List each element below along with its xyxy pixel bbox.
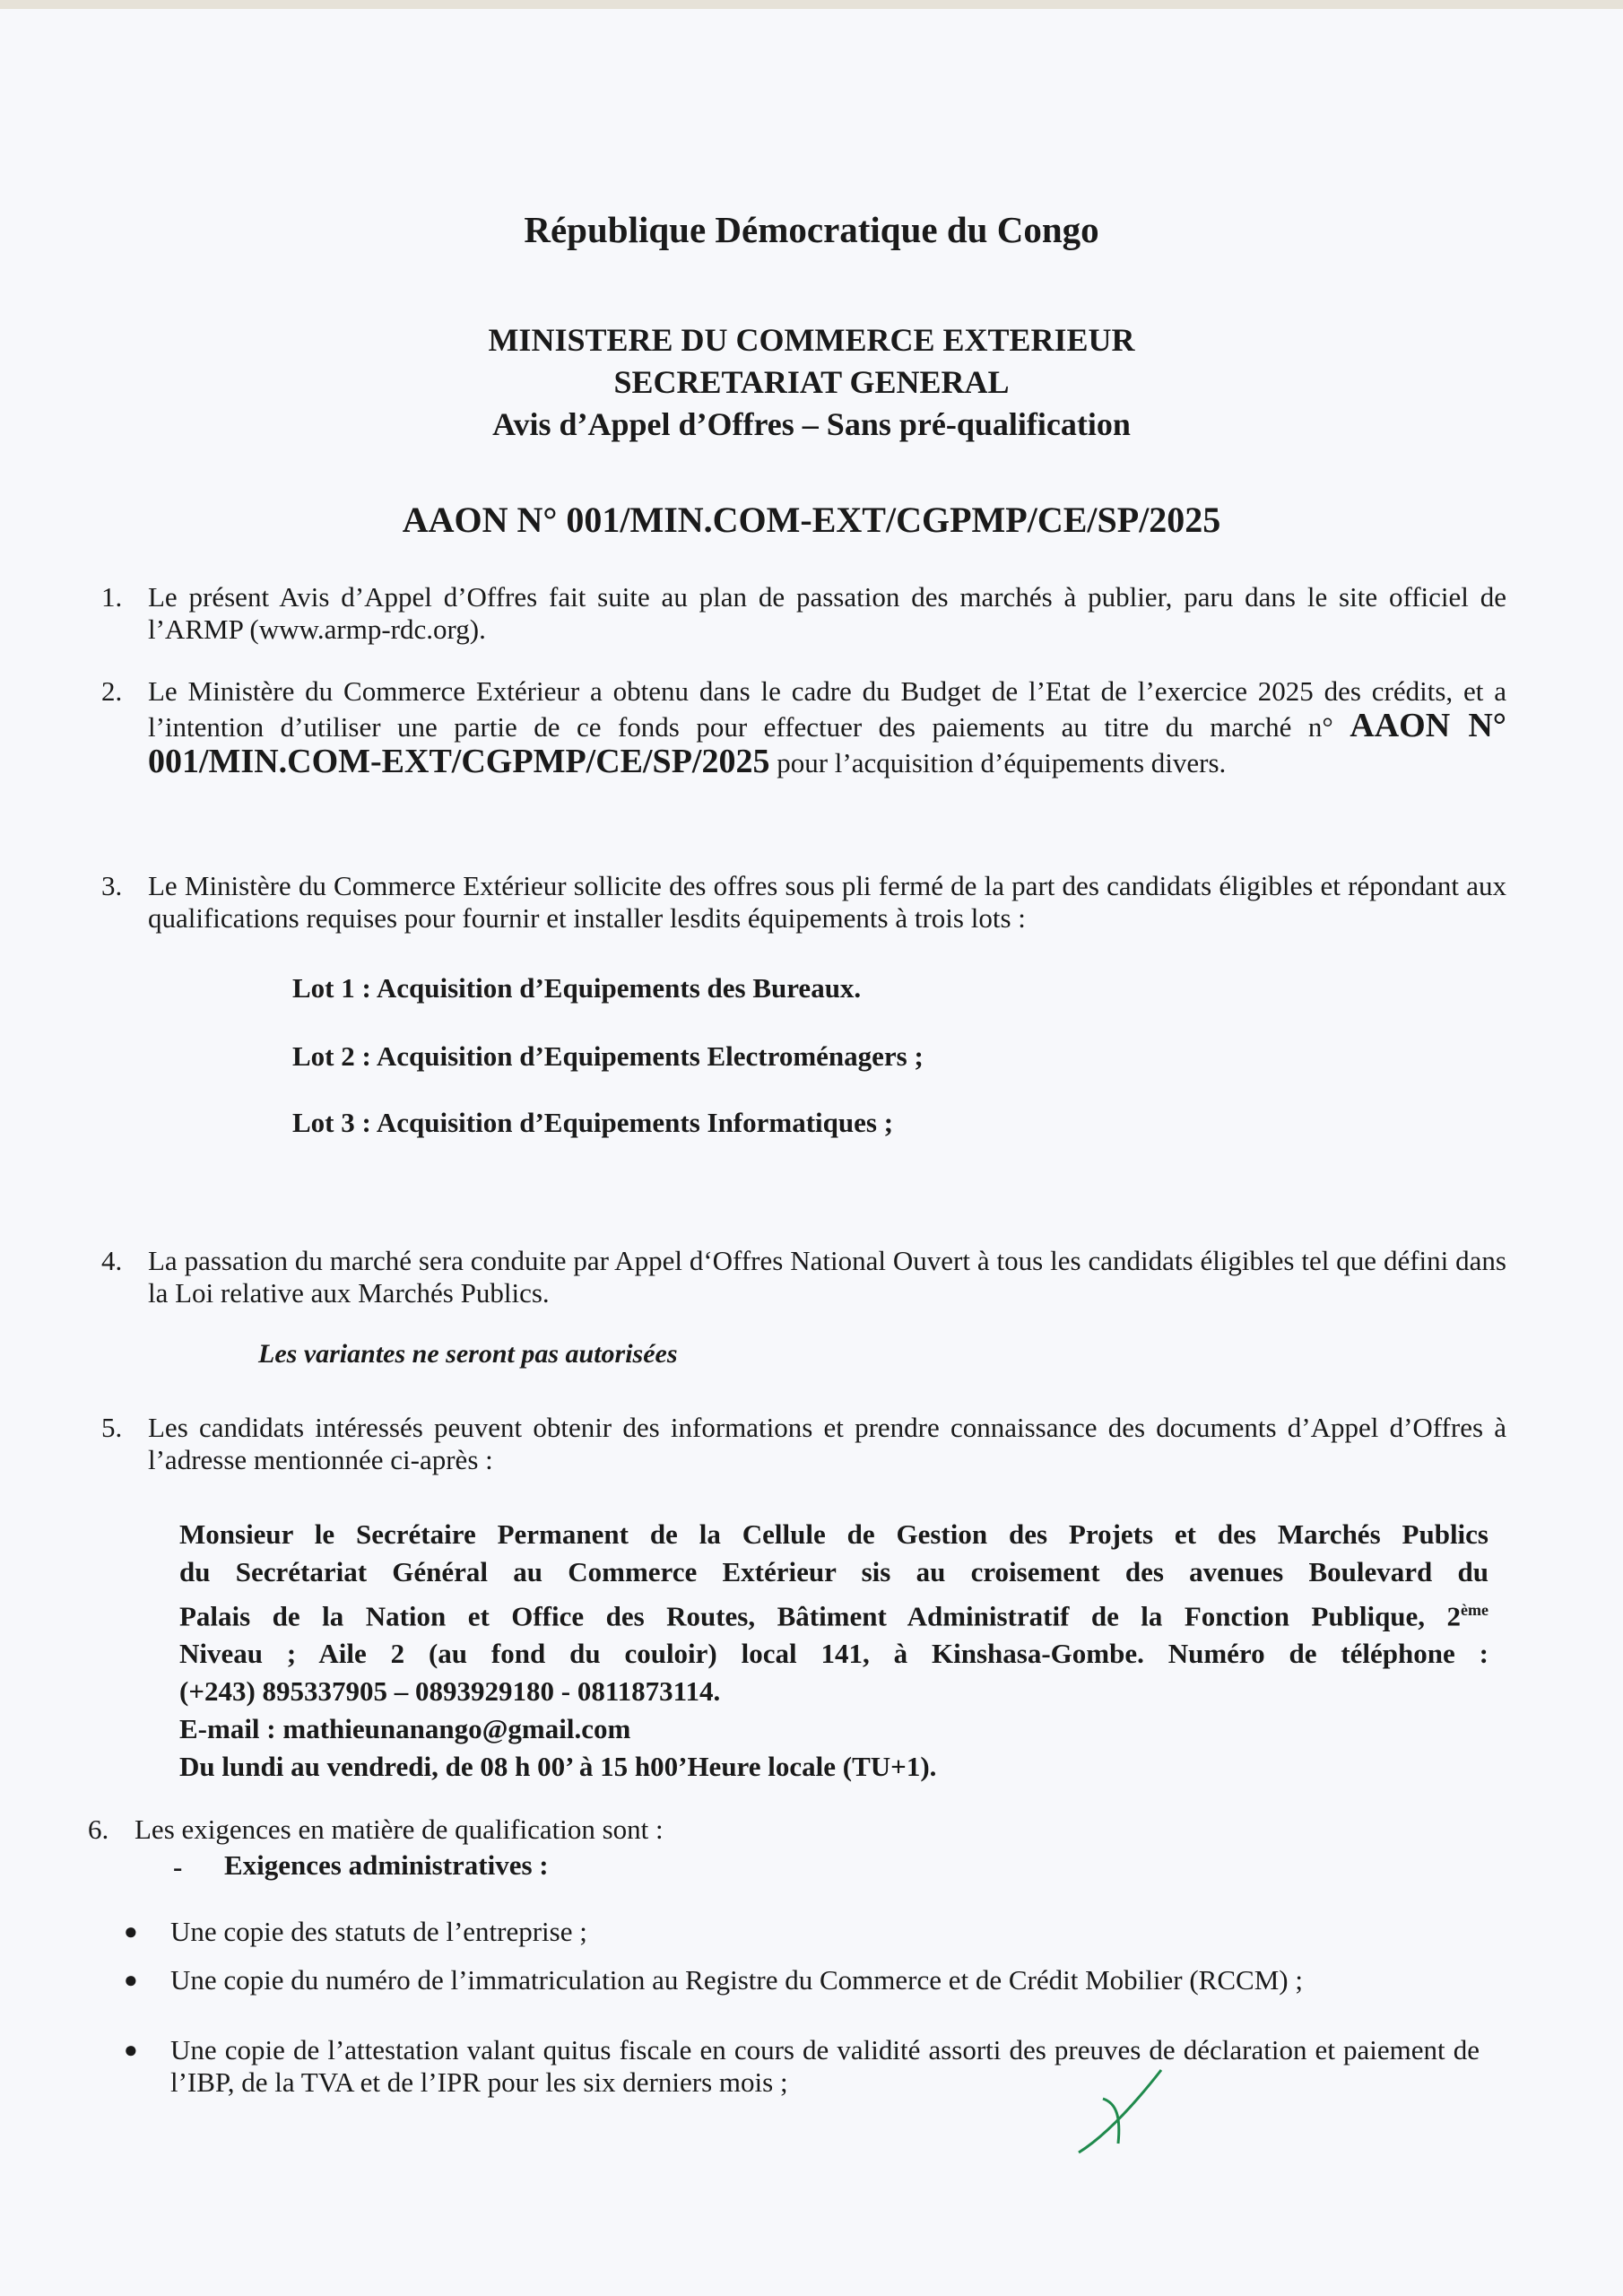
paragraph-1 [101,581,1506,646]
address-text: Palais de la Nation et Office des Routes, Bâtiment Administratif de la Fonction Publique, 2 [179,1600,1462,1632]
paragraph-6 [88,1813,1493,1846]
scan-edge [0,0,1623,9]
paragraph-number: 3. [101,870,123,901]
phone-numbers: (+243) 895337905 – 0893929180 - 0811873114. [179,1675,721,1708]
admin-requirements-heading: Exigences administratives : [224,1849,549,1881]
paragraph-number: 5. [101,1412,123,1443]
list-item-text: Une copie de l’attestation valant quitus fiscale en cours de validité assorti des preuves de déclaration et paiement de l’IBP, de la TVA et de l’IPR pour les six derniers mois ; [170,2034,1480,2098]
paragraph-number: 1. [101,581,123,613]
lot-3: Lot 3 : Acquisition d’Equipements Informatiques ; [292,1107,894,1138]
email-address: E-mail : mathieunanango@gmail.com [179,1713,631,1745]
paragraph-text: Le Ministère du Commerce Extérieur sollicite des offres sous pli fermé de la part des candidats éligibles et répondant aux qualifications requises pour fournir et installer lesdits équipements à trois lots : [148,870,1506,934]
lot-1: Lot 1 : Acquisition d’Equipements des Bureaux. [292,972,862,1004]
paragraph-2 [101,674,1506,780]
header-block [0,319,1623,446]
address-line: Niveau ; Aile 2 (au fond du couloir) local 141, à Kinshasa-Gombe. Numéro de téléphone : [179,1638,1488,1670]
list-item [124,1964,1480,1996]
bullet-icon: ● [124,1918,138,1944]
reference-inline: AAON N° 001/MIN.COM-EXT/CGPMP/CE/SP/2025 [148,707,1506,780]
paragraph-text: Les candidats intéressés peuvent obtenir des informations et prendre connaissance des documents d’Appel d’Offres à l’adresse mentionnée ci-après : [148,1412,1506,1475]
paragraph-number: 2. [101,675,123,707]
superscript: ème [1461,1601,1488,1619]
office-hours: Du lundi au vendredi, de 08 h 00’ à 15 h00’Heure locale (TU+1). [179,1751,937,1783]
paragraph-text: Les exigences en matière de qualification sont : [135,1813,664,1845]
list-item-text: Une copie des statuts de l’entreprise ; [170,1916,587,1947]
paragraph-text: La passation du marché sera conduite par Appel d‘Offres National Ouvert à tous les candidats éligibles tel que défini dans la Loi relative aux Marchés Publics. [148,1245,1506,1309]
address-line: du Secrétariat Général au Commerce Extérieur sis au croisement des avenues Boulevard du [179,1556,1488,1587]
paragraph-number: 6. [88,1813,109,1845]
variants-note: Les variantes ne seront pas autorisées [258,1339,678,1369]
lot-2: Lot 2 : Acquisition d’Equipements Electroménagers ; [292,1040,924,1072]
paragraph-text: Le présent Avis d’Appel d’Offres fait suite au plan de passation des marchés à publier, paru dans le site officiel de l’ARMP (www.armp-rdc.org). [148,581,1506,645]
ministry-title: MINISTERE DU COMMERCE EXTERIEUR [488,322,1135,358]
address-line: Monsieur le Secrétaire Permanent de la Cellule de Gestion des Projets et des Marchés Publics [179,1518,1488,1550]
list-item [124,2034,1480,2099]
bullet-icon: ● [124,1967,138,1993]
country-title: République Démocratique du Congo [524,209,1099,250]
reference-title: AAON N° 001/MIN.COM-EXT/CGPMP/CE/SP/2025 [402,500,1221,540]
handwritten-initials [1072,2063,1170,2161]
list-item-text: Une copie du numéro de l’immatriculation au Registre du Commerce et de Crédit Mobilier (RCCM) ; [170,1964,1303,1996]
address-line [179,1591,1488,1635]
paragraph-text: Le Ministère du Commerce Extérieur a obtenu dans le cadre du Budget de l’Etat de l’exercice 2025 des crédits, et a l’intention d’utiliser une partie de ce fonds pour effectuer des paiements au titre du marché n° [148,675,1506,743]
paragraph-text: pour l’acquisition d’équipements divers. [777,747,1227,778]
dash-marker: - [173,1851,183,1883]
paragraph-number: 4. [101,1245,123,1276]
bullet-icon: ● [124,2037,138,2063]
notice-type: Avis d’Appel d’Offres – Sans pré-qualification [492,406,1131,442]
paragraph-4 [101,1245,1506,1309]
list-item [124,1916,1480,1948]
contact-address [179,1516,1488,1786]
paragraph-5 [101,1412,1506,1476]
secretariat-title: SECRETARIAT GENERAL [613,364,1010,400]
paragraph-3 [101,870,1506,935]
